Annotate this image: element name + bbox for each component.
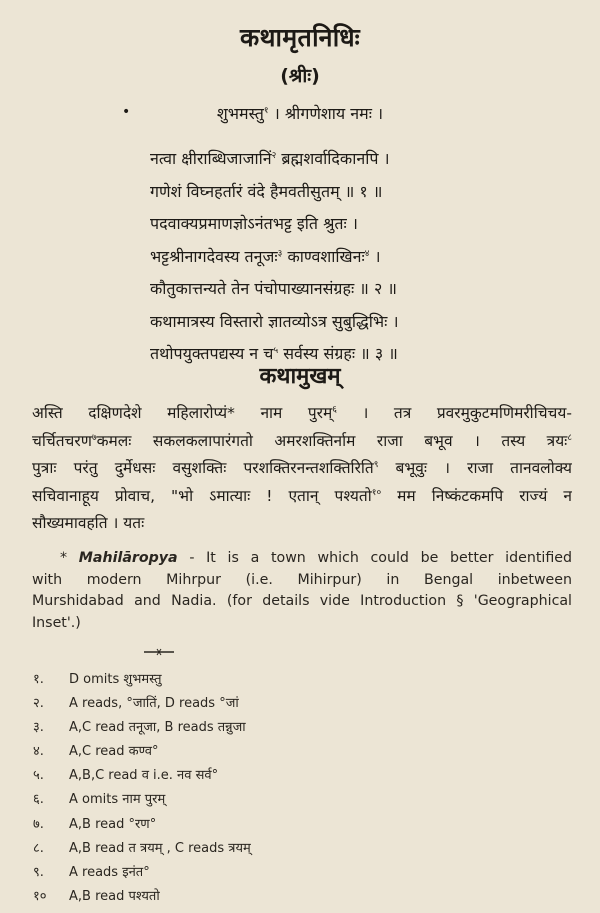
verse-text: तथोपयुक्तपद्यस्य न च xyxy=(150,344,274,363)
footnote-number: ५. xyxy=(33,768,44,784)
footnote-text: D omits शुभमस्तु xyxy=(69,672,162,687)
footnote-text: A,B,C read व i.e. नव सर्व° xyxy=(69,768,219,784)
footnote-ref: ४ xyxy=(364,248,370,259)
dot-mark: • xyxy=(122,104,131,120)
prose-line xyxy=(32,483,572,511)
footnote-ref: १० xyxy=(371,487,382,498)
footnote-text: A,C read तनूजा, B reads तन्नुजा xyxy=(69,720,246,736)
page-title: कथामृतनिधिः xyxy=(240,23,360,52)
verse-line xyxy=(150,241,399,274)
verse-text: भट्टश्रीनागदेवस्य तनूजः xyxy=(150,246,278,266)
prose-text: बभूवुः । राजा तानवलोक्य xyxy=(378,459,572,477)
footnote-ref: ९ xyxy=(373,460,379,470)
prose-text: । तत्र प्रवरमुकुटमणिमरीचिचय- xyxy=(336,404,572,422)
prose-text: कमलः सकलकलापारंगतो अमरशक्तिर्नाम राजा बभूव । तस्य त्रयः xyxy=(96,431,568,450)
footnote-text: A omits नाम पुरम् xyxy=(69,792,166,808)
verse-text-rest: काण्वशाखिनः xyxy=(282,246,365,266)
footnote-ref: ६ xyxy=(332,405,337,415)
prose-text: मम निष्कंटकमपि राज्यं न xyxy=(381,486,572,505)
footnote-text: A,B read °रण° xyxy=(69,816,157,832)
prose-line xyxy=(32,428,572,456)
prose-line xyxy=(32,455,572,483)
verse-text: कथामात्रस्य विस्तारो ज्ञातव्योऽत्र सुबुद्धिभिः । xyxy=(150,311,399,331)
note-line xyxy=(32,548,572,570)
footnote-number: ३. xyxy=(33,720,44,736)
verse-text: गणेशं विघ्नहर्तारं वंदे हैमवतीसुतम् ॥ १ ॥ xyxy=(150,181,383,201)
footnote-text: A,B read पश्यतो xyxy=(69,888,160,904)
footnote-number: ९. xyxy=(33,864,44,880)
verse-text: कौतुकात्तन्यते तेन पंचोपाख्यानसंग्रहः ॥ २ ॥ xyxy=(150,279,397,298)
note-line: Murshidabad and Nadia. (for details vide Introduction § 'Geographical xyxy=(32,593,572,609)
verse-line xyxy=(150,208,399,241)
prose-line xyxy=(32,400,572,428)
invocation-part2: । श्रीगणेशाय नमः । xyxy=(268,104,384,123)
footnote-ref: ३ xyxy=(277,248,283,259)
footnote-number: १० xyxy=(33,888,47,904)
prose-text: सौख्यमावहति । यतः xyxy=(32,514,145,532)
footnote-number: १. xyxy=(33,672,44,687)
footnote-number: ४. xyxy=(33,744,44,760)
footnote-number: ८. xyxy=(33,840,44,856)
prose-line xyxy=(32,510,572,538)
footnote-text: A reads इनंत° xyxy=(69,864,150,880)
footnote-ref: ५ xyxy=(273,346,279,356)
page-subtitle: (श्रीः) xyxy=(280,65,320,87)
verse-line xyxy=(150,176,399,209)
section-heading: कथामुखम् xyxy=(259,364,341,389)
verse-line xyxy=(150,143,399,176)
verse-block xyxy=(150,143,399,371)
prose-paragraph xyxy=(32,400,572,538)
footnote-ref: २ xyxy=(271,151,277,161)
footnote-text: A,B read त त्रयम् , C reads त्रयम् xyxy=(69,840,251,856)
verse-text-rest: ब्रह्मशर्वादिकानपि । xyxy=(276,149,390,168)
editorial-note xyxy=(32,548,572,634)
verse-text-rest: सर्वस्य संग्रहः ॥ ३ ॥ xyxy=(278,344,398,363)
footnote-ref: ७ xyxy=(91,432,97,443)
note-line: Inset'.) xyxy=(32,614,81,631)
prose-text: चर्चितचरण xyxy=(32,431,92,450)
footnote-number: २. xyxy=(33,696,44,712)
footnote-number: ७. xyxy=(33,816,44,832)
verse-text-end: । xyxy=(369,246,381,266)
note-term: Mahilāropya xyxy=(78,550,178,566)
note-line: with modern Mihrpur (i.e. Mihirpur) in Bengal inbetween xyxy=(32,571,572,588)
footnote-text: A reads, °जातिं, D reads °जां xyxy=(69,696,239,712)
separator-mark xyxy=(143,647,175,657)
invocation-part1: शुभमस्तु xyxy=(216,104,264,123)
footnote-ref: १ xyxy=(263,106,269,116)
invocation-line xyxy=(122,102,470,124)
footnote-ref: ८ xyxy=(567,432,572,443)
footnote-number: ६. xyxy=(33,792,44,808)
prose-text: अस्ति दक्षिणदेशे महिलारोप्यं* नाम पुरम् xyxy=(32,404,333,422)
verse-text: पदवाक्यप्रमाणज्ञोऽनंतभट्ट इति श्रुतः । xyxy=(150,214,358,233)
footnote-text: A,C read कण्व° xyxy=(69,744,159,760)
verse-line xyxy=(150,306,399,339)
verse-line xyxy=(150,273,399,306)
note-text: - It is a town which could be better identified xyxy=(177,550,572,566)
prose-text: पुत्राः परंतु दुर्मेधसः वसुशक्तिः परशक्तिरनन्तशक्तिरिति xyxy=(32,459,374,477)
prose-text: सचिवानाहूय प्रोवाच, "भो ऽमात्याः ! एतान् पश्यतो xyxy=(32,486,372,505)
verse-text: नत्वा क्षीराब्धिजाजानिं xyxy=(150,149,272,168)
note-star: * xyxy=(60,550,79,566)
